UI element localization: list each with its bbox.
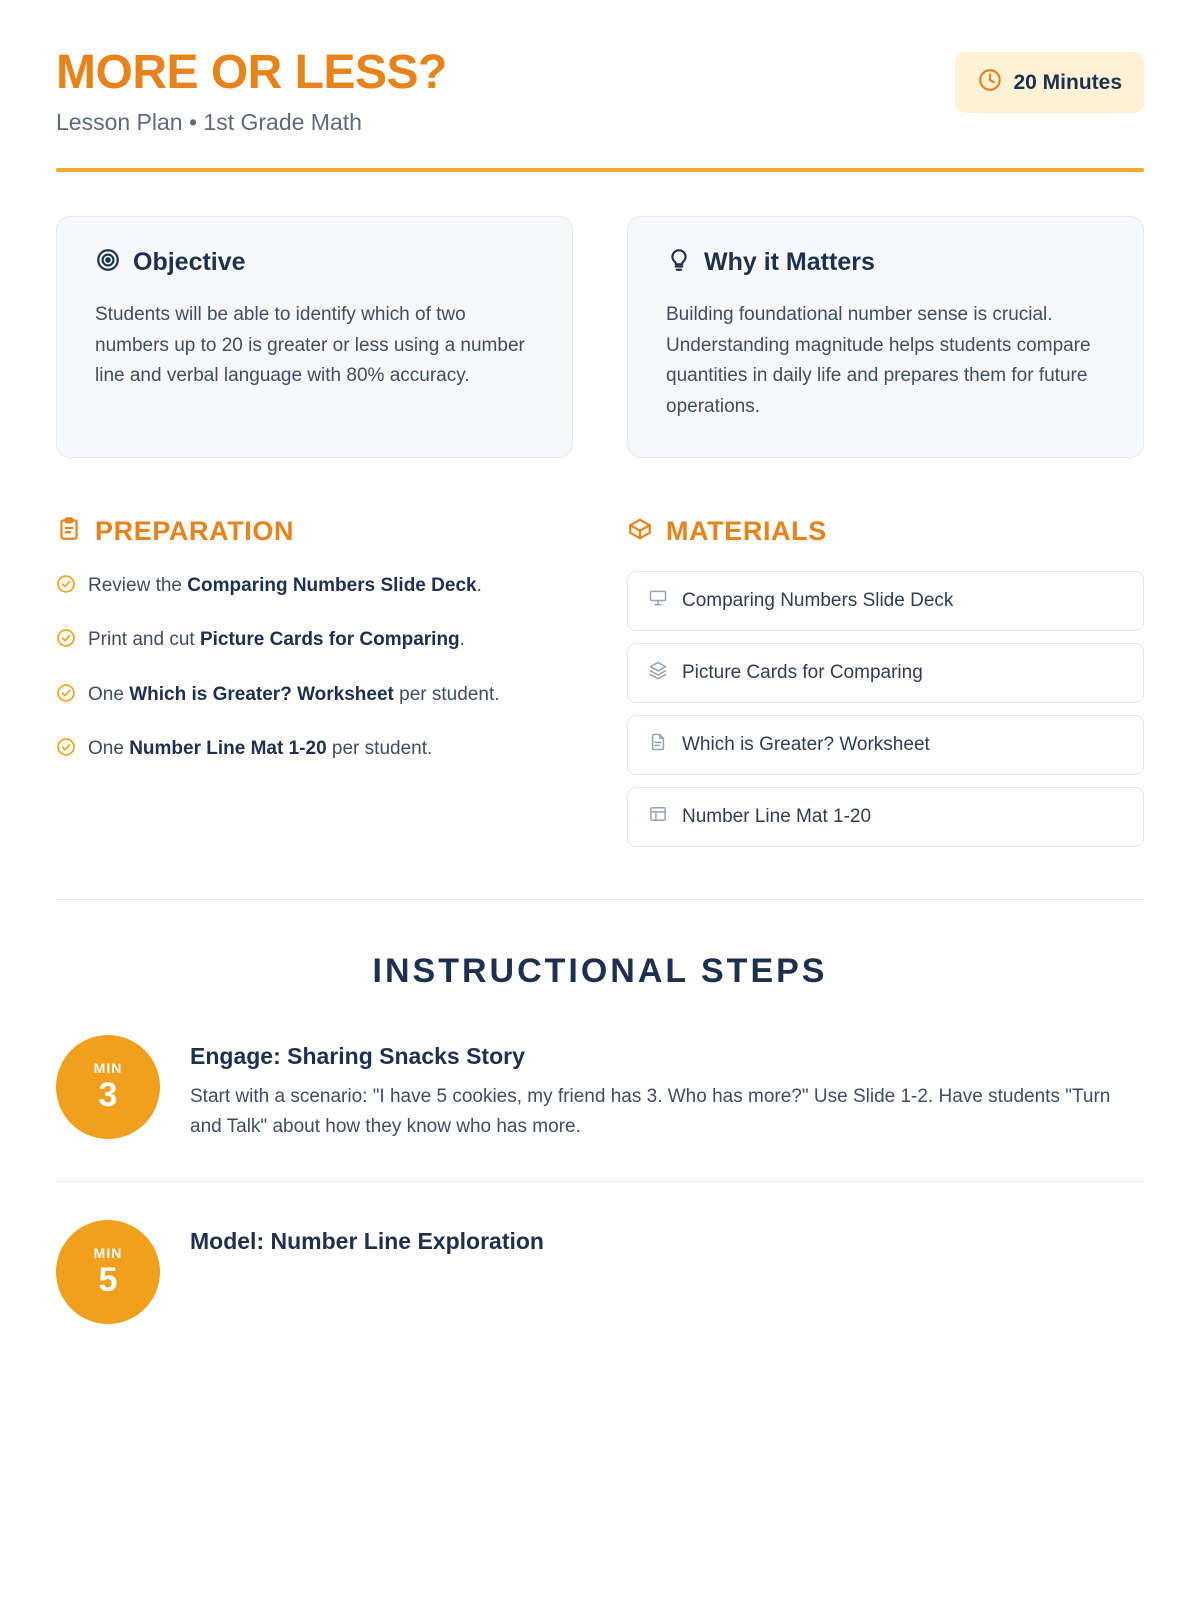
why-it-matters-card-body: Building foundational number sense is crucial. Understanding magnitude helps students compare quantities in daily life and prepares them for future operations. <box>666 303 1091 418</box>
step-title: Model: Number Line Exploration <box>190 1227 544 1254</box>
materials-header <box>627 516 1144 547</box>
check-circle-icon <box>56 683 76 712</box>
header-divider <box>56 168 1144 172</box>
box-icon <box>627 516 653 547</box>
step-body <box>190 1035 1120 1143</box>
list-item <box>56 625 573 657</box>
target-icon <box>95 247 121 278</box>
prep-materials-section <box>56 516 1144 847</box>
layout-icon <box>648 804 668 830</box>
objective-card-header <box>95 247 534 278</box>
list-item[interactable] <box>627 643 1144 703</box>
list-item[interactable] <box>627 715 1144 775</box>
material-label: Which is Greater? Worksheet <box>682 733 930 755</box>
materials-title: MATERIALS <box>666 515 827 546</box>
title-block <box>56 44 447 136</box>
material-label: Comparing Numbers Slide Deck <box>682 589 954 611</box>
check-circle-icon <box>56 574 76 603</box>
materials-column <box>627 516 1144 847</box>
list-item[interactable] <box>627 787 1144 847</box>
step-item <box>56 1181 1144 1362</box>
preparation-item-text: Print and cut Picture Cards for Comparing. <box>88 629 465 651</box>
presentation-icon <box>648 588 668 614</box>
minute-value: 3 <box>98 1076 118 1115</box>
lightbulb-icon <box>666 247 692 278</box>
list-item[interactable] <box>627 571 1144 631</box>
instructional-steps-heading: INSTRUCTIONAL STEPS <box>372 951 828 990</box>
instructional-steps-list <box>56 1035 1144 1362</box>
list-item <box>56 571 573 603</box>
page-title: MORE OR LESS? <box>56 46 447 99</box>
clock-icon <box>977 67 1003 98</box>
layers-icon <box>648 660 668 686</box>
check-circle-icon <box>56 737 76 766</box>
preparation-title: PREPARATION <box>95 515 295 546</box>
material-label: Number Line Mat 1-20 <box>682 805 872 827</box>
step-item <box>56 1035 1144 1181</box>
preparation-list <box>56 571 573 767</box>
list-item <box>56 734 573 766</box>
minute-label: MIN <box>93 1060 123 1077</box>
list-item <box>56 680 573 712</box>
step-body <box>190 1220 544 1267</box>
info-cards <box>56 216 1144 458</box>
duration-badge <box>955 52 1144 113</box>
section-divider <box>56 899 1144 900</box>
objective-card-title: Objective <box>133 247 246 276</box>
page-header <box>56 44 1144 136</box>
duration-text: 20 Minutes <box>1013 70 1122 94</box>
preparation-column <box>56 516 573 847</box>
step-title: Engage: Sharing Snacks Story <box>190 1042 525 1069</box>
step-description: Start with a scenario: "I have 5 cookies, my friend has 3. Who has more?" Use Slide 1-2. Have students "Turn and Talk" about how they know who has more. <box>190 1085 1111 1138</box>
material-label: Picture Cards for Comparing <box>682 661 923 683</box>
minute-badge <box>56 1035 160 1139</box>
why-it-matters-card <box>627 216 1144 458</box>
why-it-matters-card-title: Why it Matters <box>704 247 875 276</box>
objective-card <box>56 216 573 458</box>
minute-label: MIN <box>93 1245 123 1262</box>
check-circle-icon <box>56 628 76 657</box>
minute-badge <box>56 1220 160 1324</box>
clipboard-icon <box>56 516 82 547</box>
document-icon <box>648 732 668 758</box>
page-subtitle: Lesson Plan • 1st Grade Math <box>56 108 362 135</box>
minute-value: 5 <box>98 1261 118 1300</box>
objective-card-body: Students will be able to identify which of two numbers up to 20 is greater or less using a number line and verbal language with 80% accuracy. <box>95 303 525 387</box>
preparation-item-text: One Number Line Mat 1-20 per student. <box>88 738 433 760</box>
preparation-header <box>56 516 573 547</box>
why-it-matters-card-header <box>666 247 1105 278</box>
preparation-item-text: One Which is Greater? Worksheet per student. <box>88 683 500 705</box>
preparation-item-text: Review the Comparing Numbers Slide Deck. <box>88 574 482 596</box>
materials-list <box>627 571 1144 847</box>
